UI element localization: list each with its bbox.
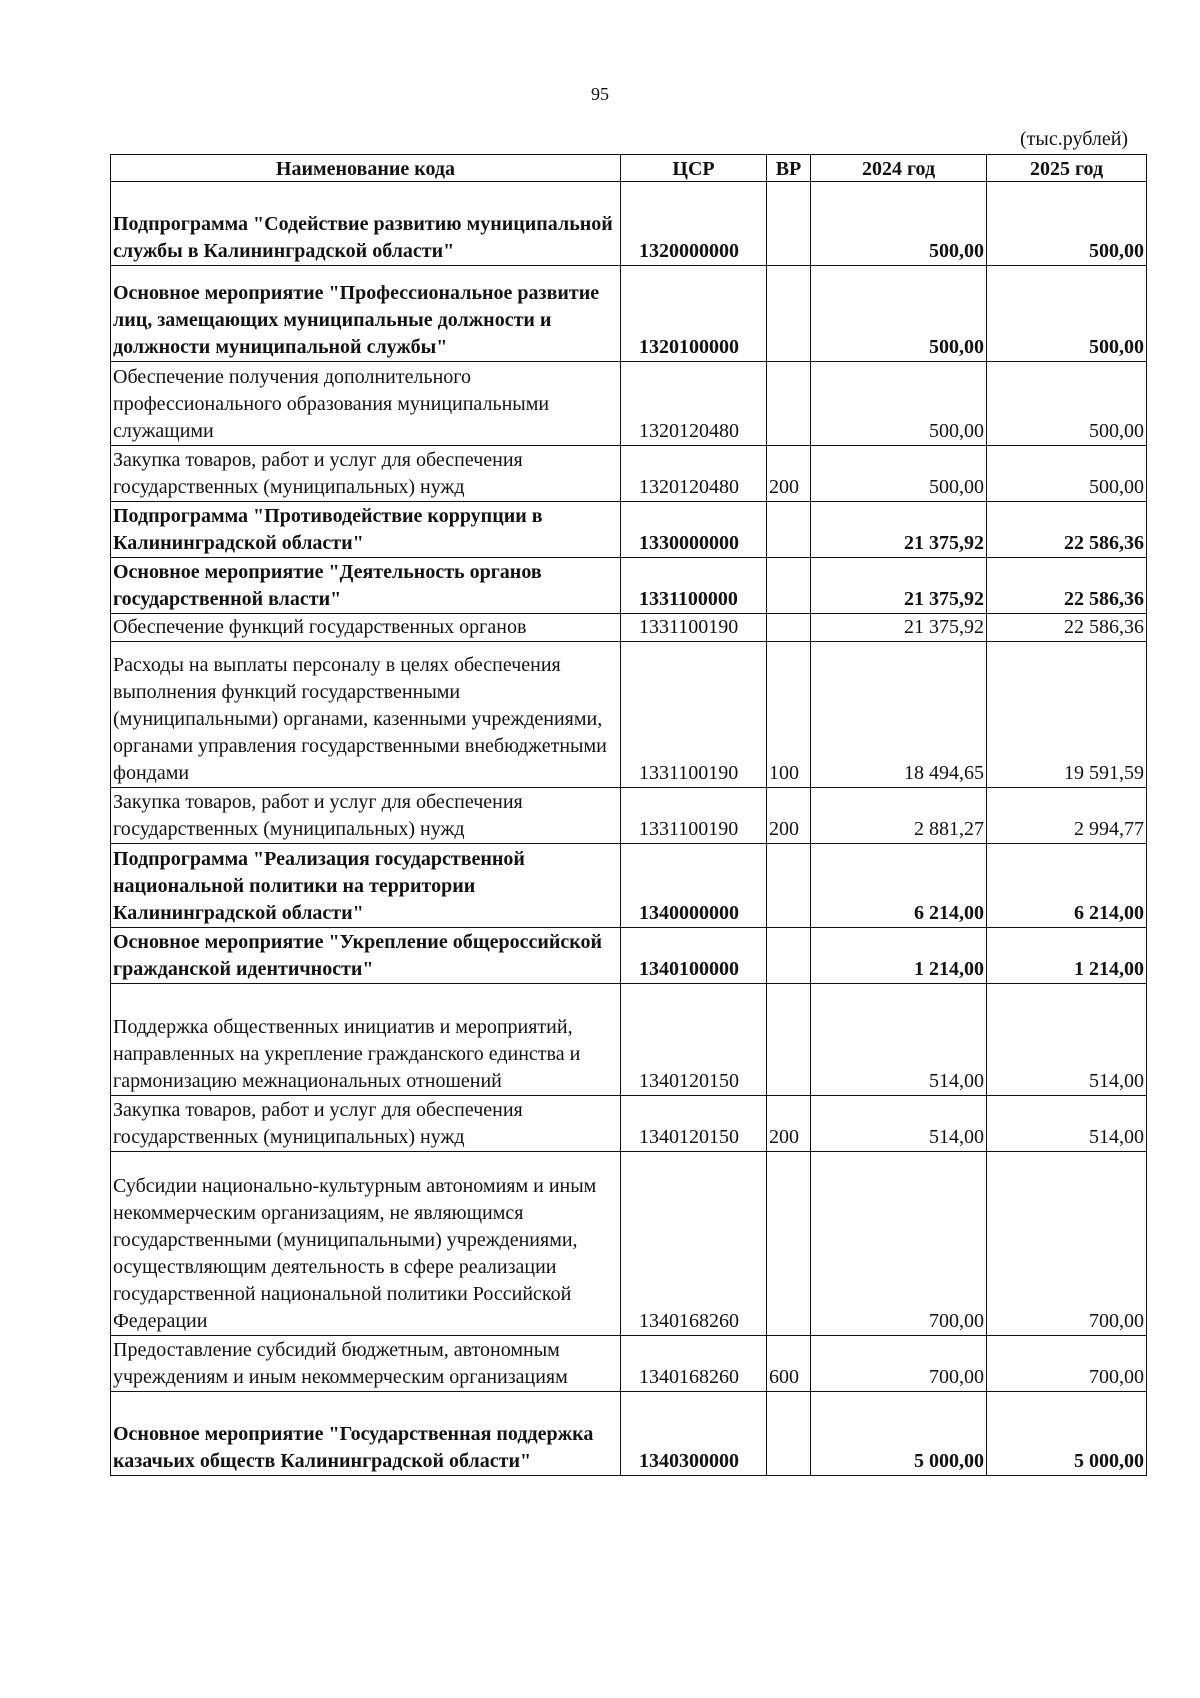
- row-name: Обеспечение функций государственных органов: [111, 614, 621, 642]
- row-2025: 22 586,36: [987, 614, 1147, 642]
- row-2024: 2 881,27: [811, 788, 987, 844]
- row-2025: 500,00: [987, 182, 1147, 266]
- row-csr: 1340120150: [621, 984, 767, 1096]
- row-vr: [767, 182, 811, 266]
- row-2024: 21 375,92: [811, 614, 987, 642]
- header-vr: ВР: [767, 155, 811, 182]
- row-name: Основное мероприятие "Укрепление общероссийской гражданской идентичности": [111, 928, 621, 984]
- row-2024: 6 214,00: [811, 844, 987, 928]
- row-2024: 500,00: [811, 266, 987, 362]
- row-csr: 1340120150: [621, 1096, 767, 1152]
- row-vr: [767, 502, 811, 558]
- row-vr: [767, 1152, 811, 1336]
- row-2025: 514,00: [987, 1096, 1147, 1152]
- row-name: Основное мероприятие "Деятельность органов государственной власти": [111, 558, 621, 614]
- table-row: [111, 788, 1147, 844]
- header-name: Наименование кода: [111, 155, 621, 182]
- row-vr: [767, 928, 811, 984]
- row-2024: 5 000,00: [811, 1392, 987, 1476]
- row-2025: 500,00: [987, 362, 1147, 446]
- page-number: 95: [591, 84, 609, 104]
- table-row: [111, 502, 1147, 558]
- row-vr: [767, 266, 811, 362]
- row-csr: 1340168260: [621, 1336, 767, 1392]
- row-csr: 1340000000: [621, 844, 767, 928]
- row-2024: 21 375,92: [811, 502, 987, 558]
- row-name: Обеспечение получения дополнительного профессионального образования муниципальными служащими: [111, 362, 621, 446]
- row-2025: 22 586,36: [987, 558, 1147, 614]
- row-2024: 700,00: [811, 1336, 987, 1392]
- table-row: [111, 844, 1147, 928]
- row-2025: 19 591,59: [987, 642, 1147, 788]
- row-vr: [767, 362, 811, 446]
- row-2024: 18 494,65: [811, 642, 987, 788]
- table-row: [111, 984, 1147, 1096]
- row-csr: 1340300000: [621, 1392, 767, 1476]
- row-name: Закупка товаров, работ и услуг для обеспечения государственных (муниципальных) нужд: [111, 788, 621, 844]
- table-row: [111, 182, 1147, 266]
- row-name: Подпрограмма "Противодействие коррупции в Калининградской области": [111, 502, 621, 558]
- row-name: Закупка товаров, работ и услуг для обеспечения государственных (муниципальных) нужд: [111, 446, 621, 502]
- row-csr: 1340100000: [621, 928, 767, 984]
- row-vr: 200: [767, 446, 811, 502]
- row-csr: 1331100190: [621, 642, 767, 788]
- row-name: Основное мероприятие "Профессиональное развитие лиц, замещающих муниципальные должности и должности муниципальной службы": [111, 266, 621, 362]
- row-vr: [767, 844, 811, 928]
- row-2025: 700,00: [987, 1336, 1147, 1392]
- row-2025: 6 214,00: [987, 844, 1147, 928]
- row-csr: 1330000000: [621, 502, 767, 558]
- table-row: [111, 558, 1147, 614]
- row-name: Субсидии национально-культурным автономиям и иным некоммерческим организациям, не являющимся государственными (муниципальными) учреждениями, осуществляющим деятельность в сфере реализации государственной национальной политики Российской Федерации: [111, 1152, 621, 1336]
- row-csr: 1320100000: [621, 266, 767, 362]
- header-csr: ЦСР: [621, 155, 767, 182]
- table-row: [111, 446, 1147, 502]
- row-2025: 2 994,77: [987, 788, 1147, 844]
- table-row: [111, 266, 1147, 362]
- row-name: Поддержка общественных инициатив и мероприятий, направленных на укрепление гражданского единства и гармонизацию межнациональных отношений: [111, 984, 621, 1096]
- row-vr: [767, 1392, 811, 1476]
- row-name: Основное мероприятие "Государственная поддержка казачьих обществ Калининградской области": [111, 1392, 621, 1476]
- table-header-row: [111, 155, 1147, 182]
- row-name: Закупка товаров, работ и услуг для обеспечения государственных (муниципальных) нужд: [111, 1096, 621, 1152]
- row-csr: 1331100190: [621, 788, 767, 844]
- row-csr: 1331100000: [621, 558, 767, 614]
- row-csr: 1320000000: [621, 182, 767, 266]
- row-vr: [767, 614, 811, 642]
- row-2025: 514,00: [987, 984, 1147, 1096]
- row-csr: 1320120480: [621, 446, 767, 502]
- row-vr: 100: [767, 642, 811, 788]
- row-vr: [767, 558, 811, 614]
- row-2024: 500,00: [811, 182, 987, 266]
- row-2025: 5 000,00: [987, 1392, 1147, 1476]
- row-vr: 200: [767, 788, 811, 844]
- row-2025: 700,00: [987, 1152, 1147, 1336]
- table-row: [111, 614, 1147, 642]
- table-row: [111, 1096, 1147, 1152]
- header-2024: 2024 год: [811, 155, 987, 182]
- row-2025: 22 586,36: [987, 502, 1147, 558]
- row-name: Подпрограмма "Содействие развитию муниципальной службы в Калининградской области": [111, 182, 621, 266]
- table-row: [111, 1336, 1147, 1392]
- table-row: [111, 1152, 1147, 1336]
- row-csr: 1331100190: [621, 614, 767, 642]
- units-label: (тыс.рублей): [1020, 128, 1129, 150]
- budget-table: [110, 154, 1147, 1476]
- row-vr: [767, 984, 811, 1096]
- row-2025: 500,00: [987, 446, 1147, 502]
- table-row: [111, 1392, 1147, 1476]
- row-2024: 1 214,00: [811, 928, 987, 984]
- table-row: [111, 362, 1147, 446]
- table-row: [111, 642, 1147, 788]
- row-2025: 1 214,00: [987, 928, 1147, 984]
- row-2025: 500,00: [987, 266, 1147, 362]
- row-name: Предоставление субсидий бюджетным, автономным учреждениям и иным некоммерческим организациям: [111, 1336, 621, 1392]
- row-csr: 1320120480: [621, 362, 767, 446]
- row-vr: 200: [767, 1096, 811, 1152]
- row-name: Подпрограмма "Реализация государственной национальной политики на территории Калининградской области": [111, 844, 621, 928]
- row-2024: 514,00: [811, 984, 987, 1096]
- row-2024: 500,00: [811, 446, 987, 502]
- row-csr: 1340168260: [621, 1152, 767, 1336]
- row-2024: 21 375,92: [811, 558, 987, 614]
- header-2025: 2025 год: [987, 155, 1147, 182]
- row-2024: 700,00: [811, 1152, 987, 1336]
- row-2024: 514,00: [811, 1096, 987, 1152]
- row-vr: 600: [767, 1336, 811, 1392]
- row-name: Расходы на выплаты персоналу в целях обеспечения выполнения функций государственными (муниципальными) органами, казенными учреждениями, органами управления государственными внебюджетными фондами: [111, 642, 621, 788]
- row-2024: 500,00: [811, 362, 987, 446]
- table-row: [111, 928, 1147, 984]
